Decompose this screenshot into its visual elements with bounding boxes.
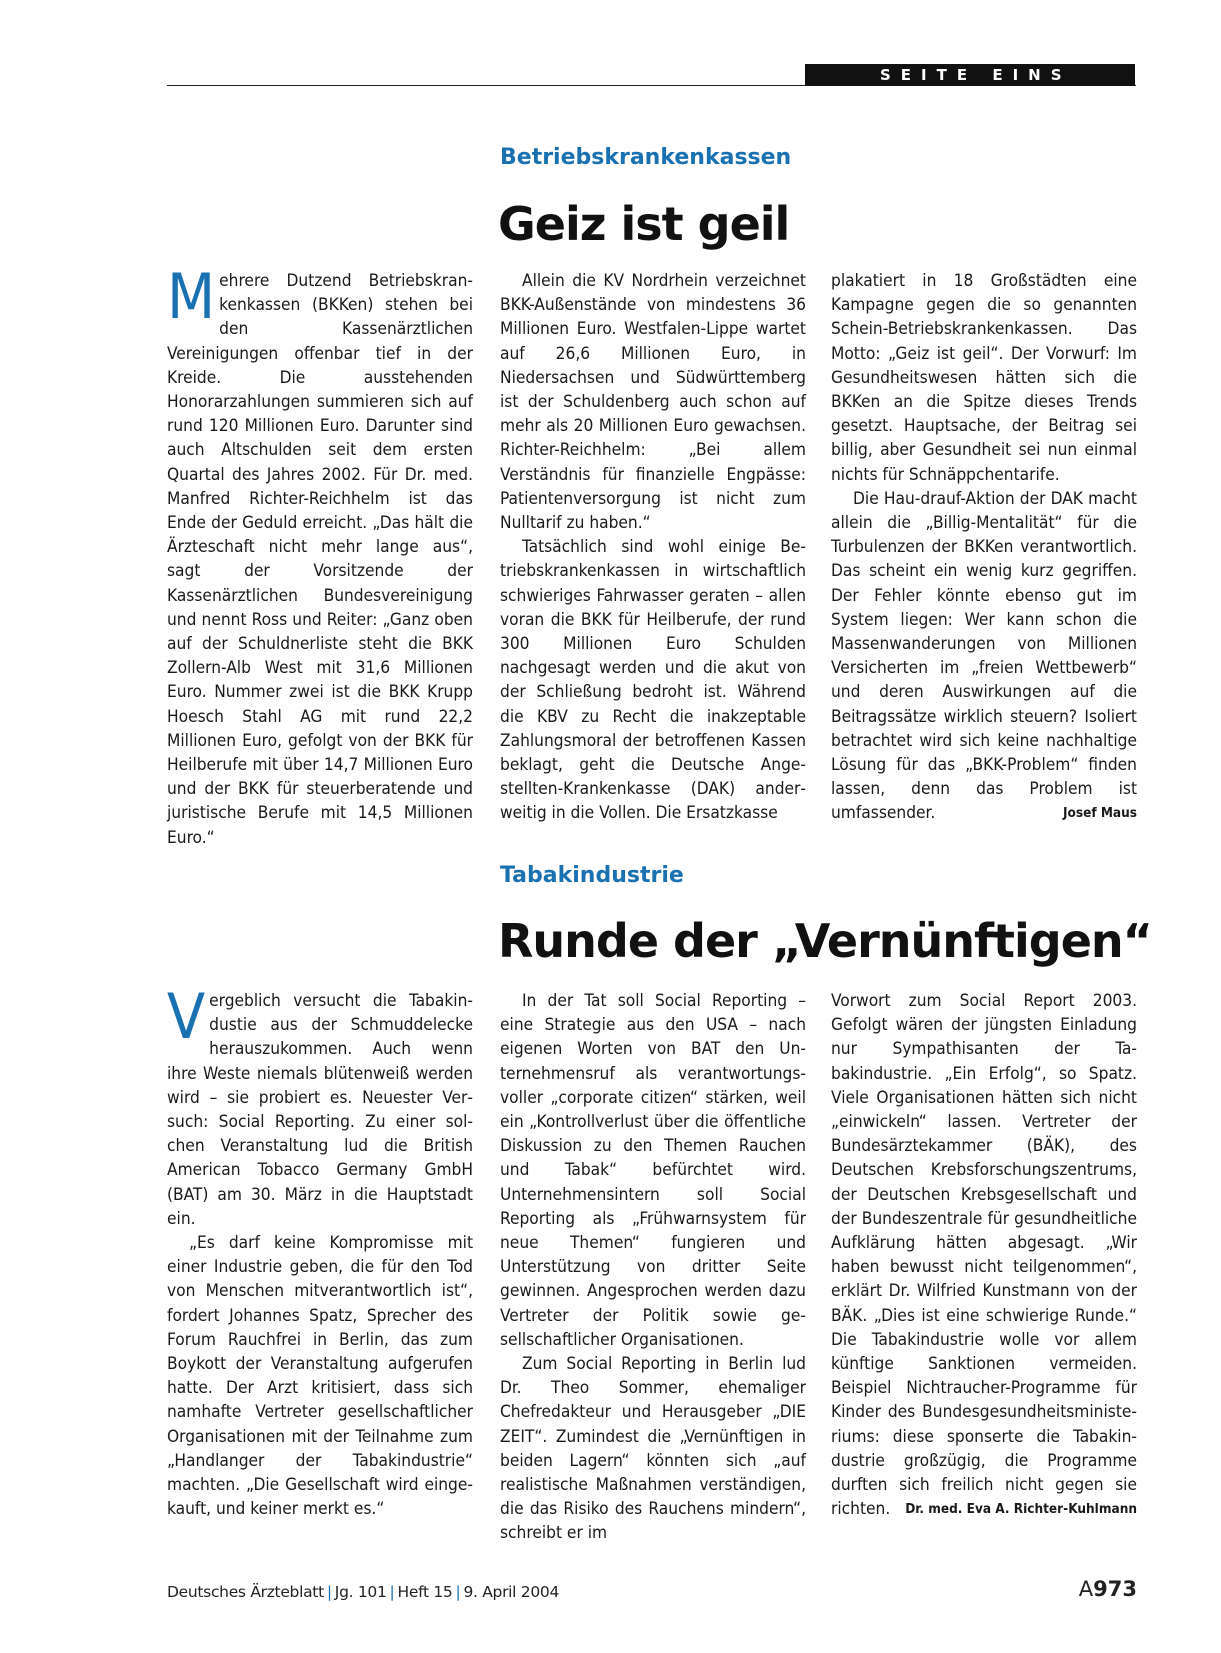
page-number-value: 973	[1093, 1577, 1137, 1601]
paragraph: „Es darf keine Kompromisse mit einer Industrie geben, die für den Tod von Menschen mitverantwortlich ist“, fordert Johannes Spatz, Sprecher des Forum Rauchfrei in Berlin, das zum Boykott der Veranstaltung aufgerufen hatte. Der Arzt kritisiert, dass sich namhafte Vertreter gesellschaftlicher Organisationen mit der Teilnahme zum „Handlanger der Tabakindustrie“ machten. „Die Gesellschaft wird eingekauft, und keiner merkt es.“	[167, 1233, 473, 1520]
page-number	[1079, 1577, 1137, 1601]
article1-col1-text: ehrere Dutzend Betriebskrankenkassen (BKKen) stehen bei den Kassenärztlichen Vereinigungen offenbar tief in der Kreide. Die ausstehenden Honorarzahlungen summieren sich auf rund 120 Millionen Euro. Darunter sind auch Altschulden seit dem ersten Quartal des Jahres 2002. Für Dr. med. Manfred Richter-Reichhelm ist das Ende der Geduld erreicht. „Das hält die Ärzteschaft nicht mehr lange aus“, sagt der Vorsitzende der Kassenärztlichen Bundesvereinigung und nennt Ross und Reiter: „Ganz oben auf der Schuldnerliste steht die BKK Zollern-Alb West mit 31,6 Millionen Euro. Nummer zwei ist die BKK Krupp Hoesch Stahl AG mit rund 22,2 Millionen Euro, gefolgt von der BKK für Heilberufe mit über 14,7 Millionen Euro und der BKK für steuerberatende und juristische Berufe mit 14,5 Millionen Euro.“	[167, 271, 473, 848]
article1-column-1	[167, 260, 473, 850]
article1-title: Geiz ist geil	[498, 197, 790, 251]
paragraph: plakatiert in 18 Großstädten eine Kampagne gegen die so genannten Schein-Betriebskrankenkassen. Das Motto: „Geiz ist geil“. Der Vorwurf: Im Gesundheitswesen hätten sich die BKKen an die Spitze dieses Trends gesetzt. Hauptsache, der Beitrag sei billig, aber Gesundheit sei nun einmal nichts für Schnäppchentarife.	[831, 271, 1137, 485]
paragraph: In der Tat soll Social Reporting – eine Strategie aus den USA – nach eigenen Worten von BAT den Unternehmensruf als verantwortungsvoller „corporate citizen“ stärken, weil ein „Kontrollverlust über die öffentliche Diskussion zu den Themen Rauchen und Tabak“ befürchtet wird. Unternehmensintern soll Social Reporting als „Frühwarnsystem für neue Themen“ fungieren und Unterstützung von dritter Seite gewinnen. Angesprochen werden dazu Vertreter der Politik sowie gesellschaftlicher Organisationen.	[500, 991, 806, 1350]
article2-column-2	[500, 989, 806, 1546]
article1-kicker: Betriebskrankenkassen	[500, 145, 792, 170]
article2-kicker: Tabakindustrie	[500, 863, 684, 888]
footer-citation: Deutsches Ärzteblatt | Jg. 101 | Heft 15 | 9. April 2004	[167, 1583, 560, 1601]
article2-title: Runde der „Vernünftigen“	[498, 914, 1152, 968]
paragraph: Allein die KV Nordrhein verzeichnet BKK-Außenstände von mindestens 36 Millionen Euro. Westfalen-Lippe wartet auf 26,6 Millionen Euro, in Niedersachsen und Südwürttemberg ist der Schuldenberg auch schon auf mehr als 20 Millionen Euro gewachsen. Richter-Reichhelm: „Bei allem Verständnis für finanzielle Engpässe: Patientenversorgung ist nicht zum Nulltarif zu haben.“	[500, 271, 806, 534]
paragraph: ergeblich versucht die Tabakindustie aus der Schmuddelecke herauszukommen. Auch wenn ihre Weste niemals blütenweiß werden wird – sie probiert es. Neuester Versuch: Social Reporting. Zu einer solchen Veranstaltung lud die British American Tobacco Germany GmbH (BAT) am 30. März in die Hauptstadt ein.	[167, 991, 473, 1229]
article1-column-2	[500, 269, 806, 826]
issue: Heft 15	[397, 1583, 453, 1601]
author-byline: Dr. med. Eva A. Richter-Kuhlmann	[905, 1501, 1137, 1518]
author-byline: Josef Maus	[1063, 805, 1137, 822]
volume: Jg. 101	[334, 1583, 387, 1601]
journal-name: Deutsches Ärzteblatt	[167, 1583, 324, 1601]
section-label: SEITE EINS	[805, 64, 1135, 86]
paragraph: Tatsächlich sind wohl einige Betriebskrankenkassen in wirtschaftlich schwieriges Fahrwasser geraten – allen voran die BKK für Heilberufe, der rund 300 Millionen Euro Schulden nachgesagt werden und die akut von der Schließung bedroht ist. Während die KBV zu Recht die inakzeptable Zahlungsmoral der betroffenen Kassen beklagt, geht die Deutsche Angestellten-Krankenkasse (DAK) anderweitig in die Vollen. Die Ersatzkasse	[500, 537, 806, 824]
page-footer	[167, 1577, 1137, 1607]
drop-cap: M	[167, 260, 216, 333]
article1-column-3	[831, 269, 1137, 826]
paragraph: Die Hau-drauf-Aktion der DAK macht allein die „Billig-Mentalität“ für die Turbulenzen der BKKen verantwortlich. Das scheint ein wenig kurz gegriffen. Der Fehler könnte ebenso gut im System liegen: Wer kann schon die Massenwanderungen von Millionen Versicherten im „freien Wettbewerb“ und deren Auswirkungen auf die Beitragssätze wirklich steuern? Isoliert betrachtet wird sich keine nachhaltige Lösung für das „BKK-Problem“ finden lassen, denn das Problem ist umfassender.	[831, 488, 1137, 824]
article2-column-3	[831, 989, 1137, 1521]
drop-cap: V	[167, 980, 206, 1053]
paragraph: Zum Social Reporting in Berlin lud Dr. Theo Sommer, ehemaliger Chefredakteur und Herausgeber „DIE ZEIT“. Zumindest die „Vernünftigen in beiden Lagern“ könnten sich „auf realistische Maßnahmen verständigen, die das Risiko des Rauchens mindern“, schreibt er im	[500, 1354, 806, 1544]
article2-column-1	[167, 980, 473, 1521]
issue-date: 9. April 2004	[463, 1583, 560, 1601]
page-prefix: A	[1078, 1577, 1094, 1601]
paragraph: Vorwort zum Social Report 2003. Gefolgt wären der jüngsten Einladung nur Sympathisanten der Tabakindustrie. „Ein Erfolg“, so Spatz. Viele Organisationen hätten sich nicht „einwickeln“ lassen. Vertreter der Bundesärztekammer (BÄK), des Deutschen Krebsforschungszentrums, der Deutschen Krebsgesellschaft und der Bundeszentrale für gesundheitliche Aufklärung hätten abgesagt. „Wir haben bewusst nicht teilgenommen“, erklärt Dr. Wilfried Kunstmann von der BÄK. „Dies ist eine schwierige Runde.“ Die Tabakindustrie wolle vor allem künftige Sanktionen vermeiden. Beispiel Nichtraucher-Programme für Kinder des Bundesgesundheitsministeriums: diese sponserte die Tabakindustrie großzügig, die Programme durften sich freilich nicht gegen sie richten.	[831, 991, 1137, 1520]
